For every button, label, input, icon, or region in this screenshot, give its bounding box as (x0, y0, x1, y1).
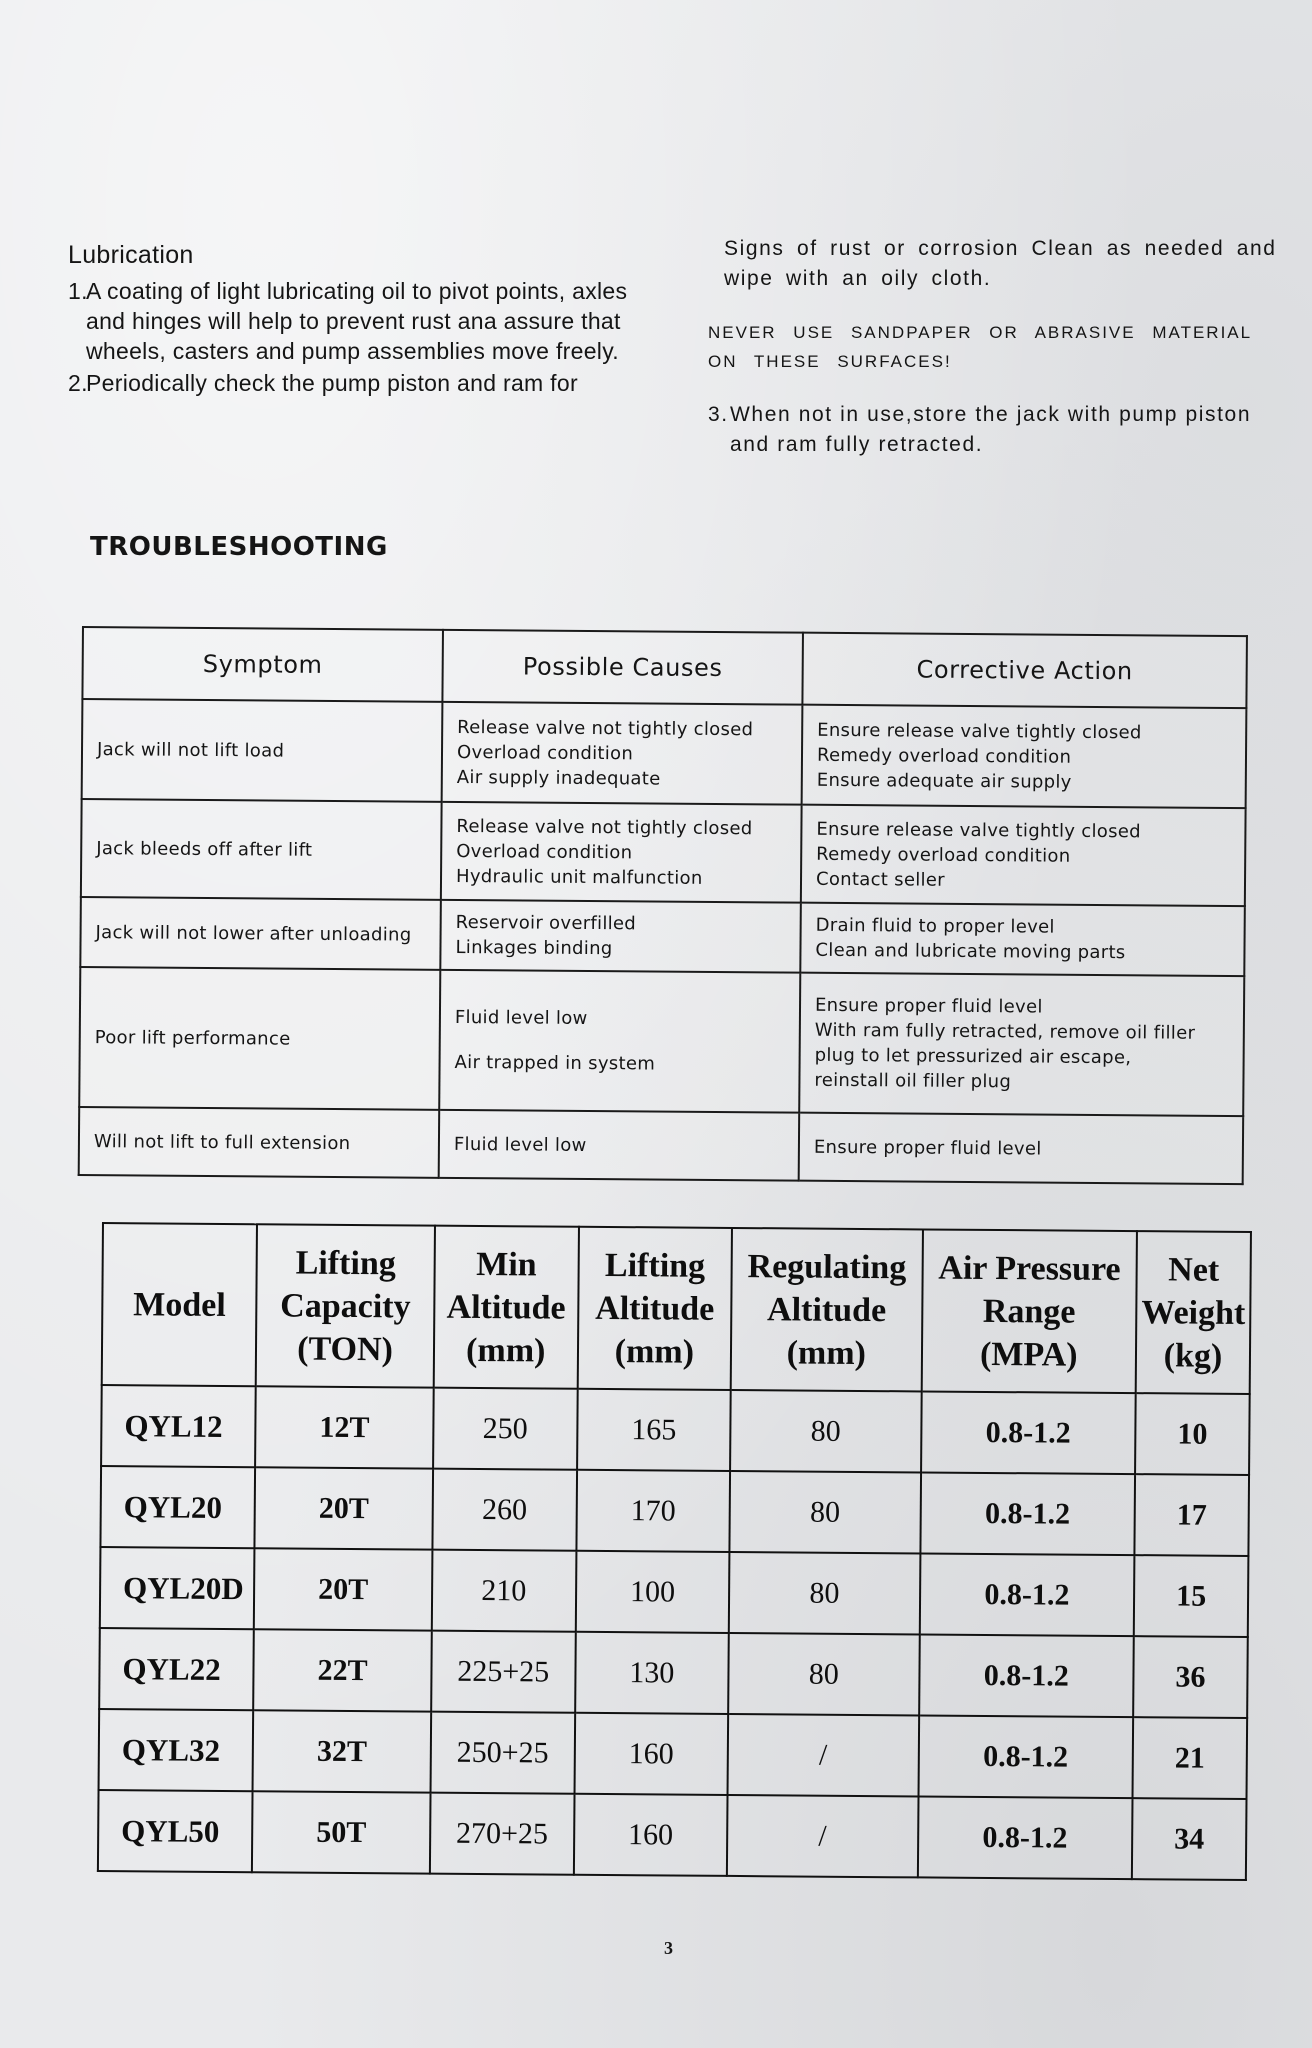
header-line: Altitude (595, 1289, 715, 1328)
lubrication-item-2 (68, 368, 658, 398)
lifting-altitude-cell: 170 (576, 1470, 730, 1552)
specifications-table (97, 1222, 1252, 1881)
header-line: Model (133, 1285, 226, 1324)
lifting-altitude-cell: 160 (574, 1713, 728, 1795)
header-line: Air Pressure (938, 1249, 1121, 1288)
table-row (79, 1107, 1243, 1184)
troubleshooting-table (78, 626, 1248, 1185)
air-pressure-cell: 0.8-1.2 (919, 1553, 1134, 1636)
regulating-altitude-cell: / (728, 1714, 919, 1796)
symptom-cell: Jack will not lift load (82, 699, 443, 802)
item-number: 1. (68, 278, 88, 304)
header-line: Capacity (280, 1286, 411, 1325)
header-lifting-altitude (577, 1227, 732, 1390)
table-header-row (82, 627, 1247, 708)
column-header-symptom: Symptom (82, 627, 443, 702)
action-line: With ram fully retracted, remove oil filler (814, 1019, 1196, 1044)
min-altitude-cell: 250+25 (430, 1712, 575, 1794)
cause-line: Fluid level low (454, 1006, 588, 1029)
regulating-altitude-cell: 80 (729, 1471, 920, 1553)
min-altitude-cell: 270+25 (430, 1793, 575, 1875)
regulating-altitude-cell: / (727, 1795, 918, 1877)
action-line: Ensure proper fluid level (813, 1136, 1042, 1160)
table-row (100, 1547, 1249, 1637)
net-weight-cell: 15 (1134, 1555, 1249, 1637)
cause-line: Fluid level low (453, 1133, 587, 1156)
lubrication-section (68, 240, 658, 398)
model-cell: QYL12 (101, 1385, 256, 1467)
page-number: 3 (664, 1938, 673, 1958)
lubrication-item-3 (708, 400, 1288, 460)
header-line: (mm) (786, 1333, 867, 1372)
symptom-cell: Will not lift to full extension (79, 1107, 440, 1178)
cause-line: Air supply inadequate (456, 766, 661, 790)
air-pressure-cell: 0.8-1.2 (917, 1796, 1132, 1879)
header-line: (TON) (297, 1330, 394, 1368)
action-line: Drain fluid to proper level (815, 914, 1055, 938)
item-number: 3. (708, 403, 729, 426)
lifting-altitude-cell: 130 (575, 1632, 729, 1714)
header-net-weight (1136, 1231, 1251, 1394)
capacity-cell: 50T (252, 1791, 430, 1873)
action-line: Contact seller (815, 868, 946, 891)
causes-cell (439, 1110, 800, 1181)
action-line: Ensure release valve tightly closed (816, 818, 1141, 842)
lubrication-continued (708, 234, 1288, 460)
regulating-altitude-cell: 80 (728, 1633, 919, 1715)
column-header-causes: Possible Causes (442, 630, 803, 705)
header-line: Altitude (766, 1290, 887, 1329)
min-altitude-cell: 210 (432, 1550, 577, 1632)
net-weight-cell: 36 (1133, 1636, 1248, 1718)
action-line: Remedy overload condition (816, 843, 1071, 867)
air-pressure-cell: 0.8-1.2 (918, 1715, 1133, 1798)
header-lifting-capacity (256, 1224, 435, 1387)
model-cell: QYL22 (99, 1628, 254, 1710)
action-cell (802, 705, 1247, 808)
action-line: plug to let pressurized air escape, (814, 1044, 1132, 1069)
lubrication-item-1 (68, 276, 658, 366)
min-altitude-cell: 225+25 (431, 1631, 576, 1713)
header-model (102, 1223, 258, 1386)
min-altitude-cell: 260 (432, 1469, 577, 1551)
header-line: Net (1168, 1250, 1220, 1289)
column-header-action: Corrective Action (802, 633, 1247, 708)
table-row (80, 897, 1245, 976)
air-pressure-cell: 0.8-1.2 (919, 1634, 1134, 1717)
header-line: Weight (1141, 1293, 1246, 1332)
cause-line: Overload condition (456, 840, 633, 863)
cause-line: Reservoir overfilled (455, 911, 637, 935)
item-text: A coating of light lubricating oil to pivot points, axles and hinges will help to prevent rust ana assure that wheels, casters and pump assemblies move freely. (86, 278, 628, 364)
capacity-cell: 20T (254, 1548, 432, 1630)
line-gap (455, 1030, 785, 1053)
action-line: reinstall oil filler plug (814, 1069, 1012, 1093)
action-cell (801, 805, 1246, 906)
header-air-pressure (921, 1229, 1137, 1393)
symptom-cell: Poor lift performance (79, 967, 440, 1110)
table-row (82, 699, 1247, 808)
table-row (101, 1385, 1250, 1475)
header-line: Lifting (295, 1244, 396, 1282)
cause-line: Release valve not tightly closed (456, 815, 753, 839)
table-row (99, 1709, 1248, 1799)
causes-cell (440, 900, 801, 973)
header-line: Range (982, 1292, 1076, 1331)
warning-text: NEVER USE SANDPAPER OR ABRASIVE MATERIAL ON THESE SURFACES! (708, 323, 1252, 371)
capacity-cell: 32T (253, 1710, 431, 1792)
lubrication-heading: Lubrication (68, 241, 194, 269)
cause-line: Overload condition (456, 741, 634, 764)
cause-line: Hydraulic unit malfunction (455, 865, 703, 889)
cause-line: Linkages binding (455, 936, 613, 960)
model-cell: QYL32 (99, 1709, 254, 1791)
action-cell (799, 1113, 1244, 1184)
action-line: Clean and lubricate moving parts (815, 939, 1126, 964)
net-weight-cell: 10 (1135, 1393, 1250, 1475)
troubleshooting-heading: TROUBLESHOOTING (90, 532, 388, 562)
action-line: Ensure proper fluid level (814, 994, 1043, 1018)
min-altitude-cell: 250 (433, 1388, 578, 1470)
capacity-cell: 20T (255, 1467, 433, 1549)
item-text: Periodically check the pump piston and ram for (86, 370, 578, 396)
causes-cell (442, 702, 803, 805)
item-number: 2. (68, 370, 88, 396)
item-text: When not in use,store the jack with pump piston and ram fully retracted. (730, 403, 1252, 456)
table-row (100, 1466, 1249, 1556)
table-row (79, 967, 1244, 1116)
header-line: Regulating (747, 1247, 907, 1286)
header-line: (kg) (1163, 1336, 1223, 1375)
header-line: (MPA) (979, 1335, 1078, 1374)
net-weight-cell: 17 (1135, 1474, 1250, 1556)
header-line: (mm) (614, 1332, 695, 1371)
model-cell: QYL50 (98, 1790, 253, 1872)
cause-line: Release valve not tightly closed (457, 716, 754, 740)
table-row (99, 1628, 1248, 1718)
lifting-altitude-cell: 165 (577, 1389, 731, 1471)
symptom-cell: Jack will not lower after unloading (80, 897, 441, 970)
net-weight-cell: 34 (1132, 1798, 1247, 1880)
air-pressure-cell: 0.8-1.2 (920, 1472, 1135, 1555)
capacity-cell: 12T (255, 1386, 433, 1468)
symptom-cell: Jack bleeds off after lift (81, 799, 442, 900)
lifting-altitude-cell: 100 (576, 1551, 730, 1633)
action-cell (799, 973, 1244, 1116)
air-pressure-cell: 0.8-1.2 (921, 1391, 1136, 1474)
header-line: Altitude (446, 1288, 566, 1327)
action-line: Ensure release valve tightly closed (817, 719, 1142, 743)
action-cell (800, 903, 1245, 976)
model-cell: QYL20 (100, 1466, 255, 1548)
causes-cell (441, 802, 802, 903)
action-line: Ensure adequate air supply (816, 769, 1072, 793)
regulating-altitude-cell: 80 (730, 1390, 921, 1472)
model-cell: QYL20D (100, 1547, 255, 1629)
net-weight-cell: 21 (1133, 1717, 1248, 1799)
capacity-cell: 22T (254, 1629, 432, 1711)
header-line: Lifting (604, 1246, 706, 1285)
table-row (81, 799, 1246, 906)
lubrication-continuation-text: Signs of rust or corrosion Clean as needed and wipe with an oily cloth. (724, 237, 1277, 290)
header-line: (mm) (465, 1331, 546, 1369)
header-min-altitude (434, 1226, 579, 1389)
action-line: Remedy overload condition (816, 744, 1072, 768)
lifting-altitude-cell: 160 (574, 1794, 728, 1876)
table-row (98, 1790, 1247, 1880)
regulating-altitude-cell: 80 (729, 1552, 920, 1634)
header-regulating-altitude (731, 1228, 923, 1391)
spec-header-row (102, 1223, 1251, 1394)
header-line: Min (476, 1245, 537, 1283)
causes-cell (439, 970, 800, 1113)
cause-line: Air trapped in system (454, 1051, 656, 1075)
